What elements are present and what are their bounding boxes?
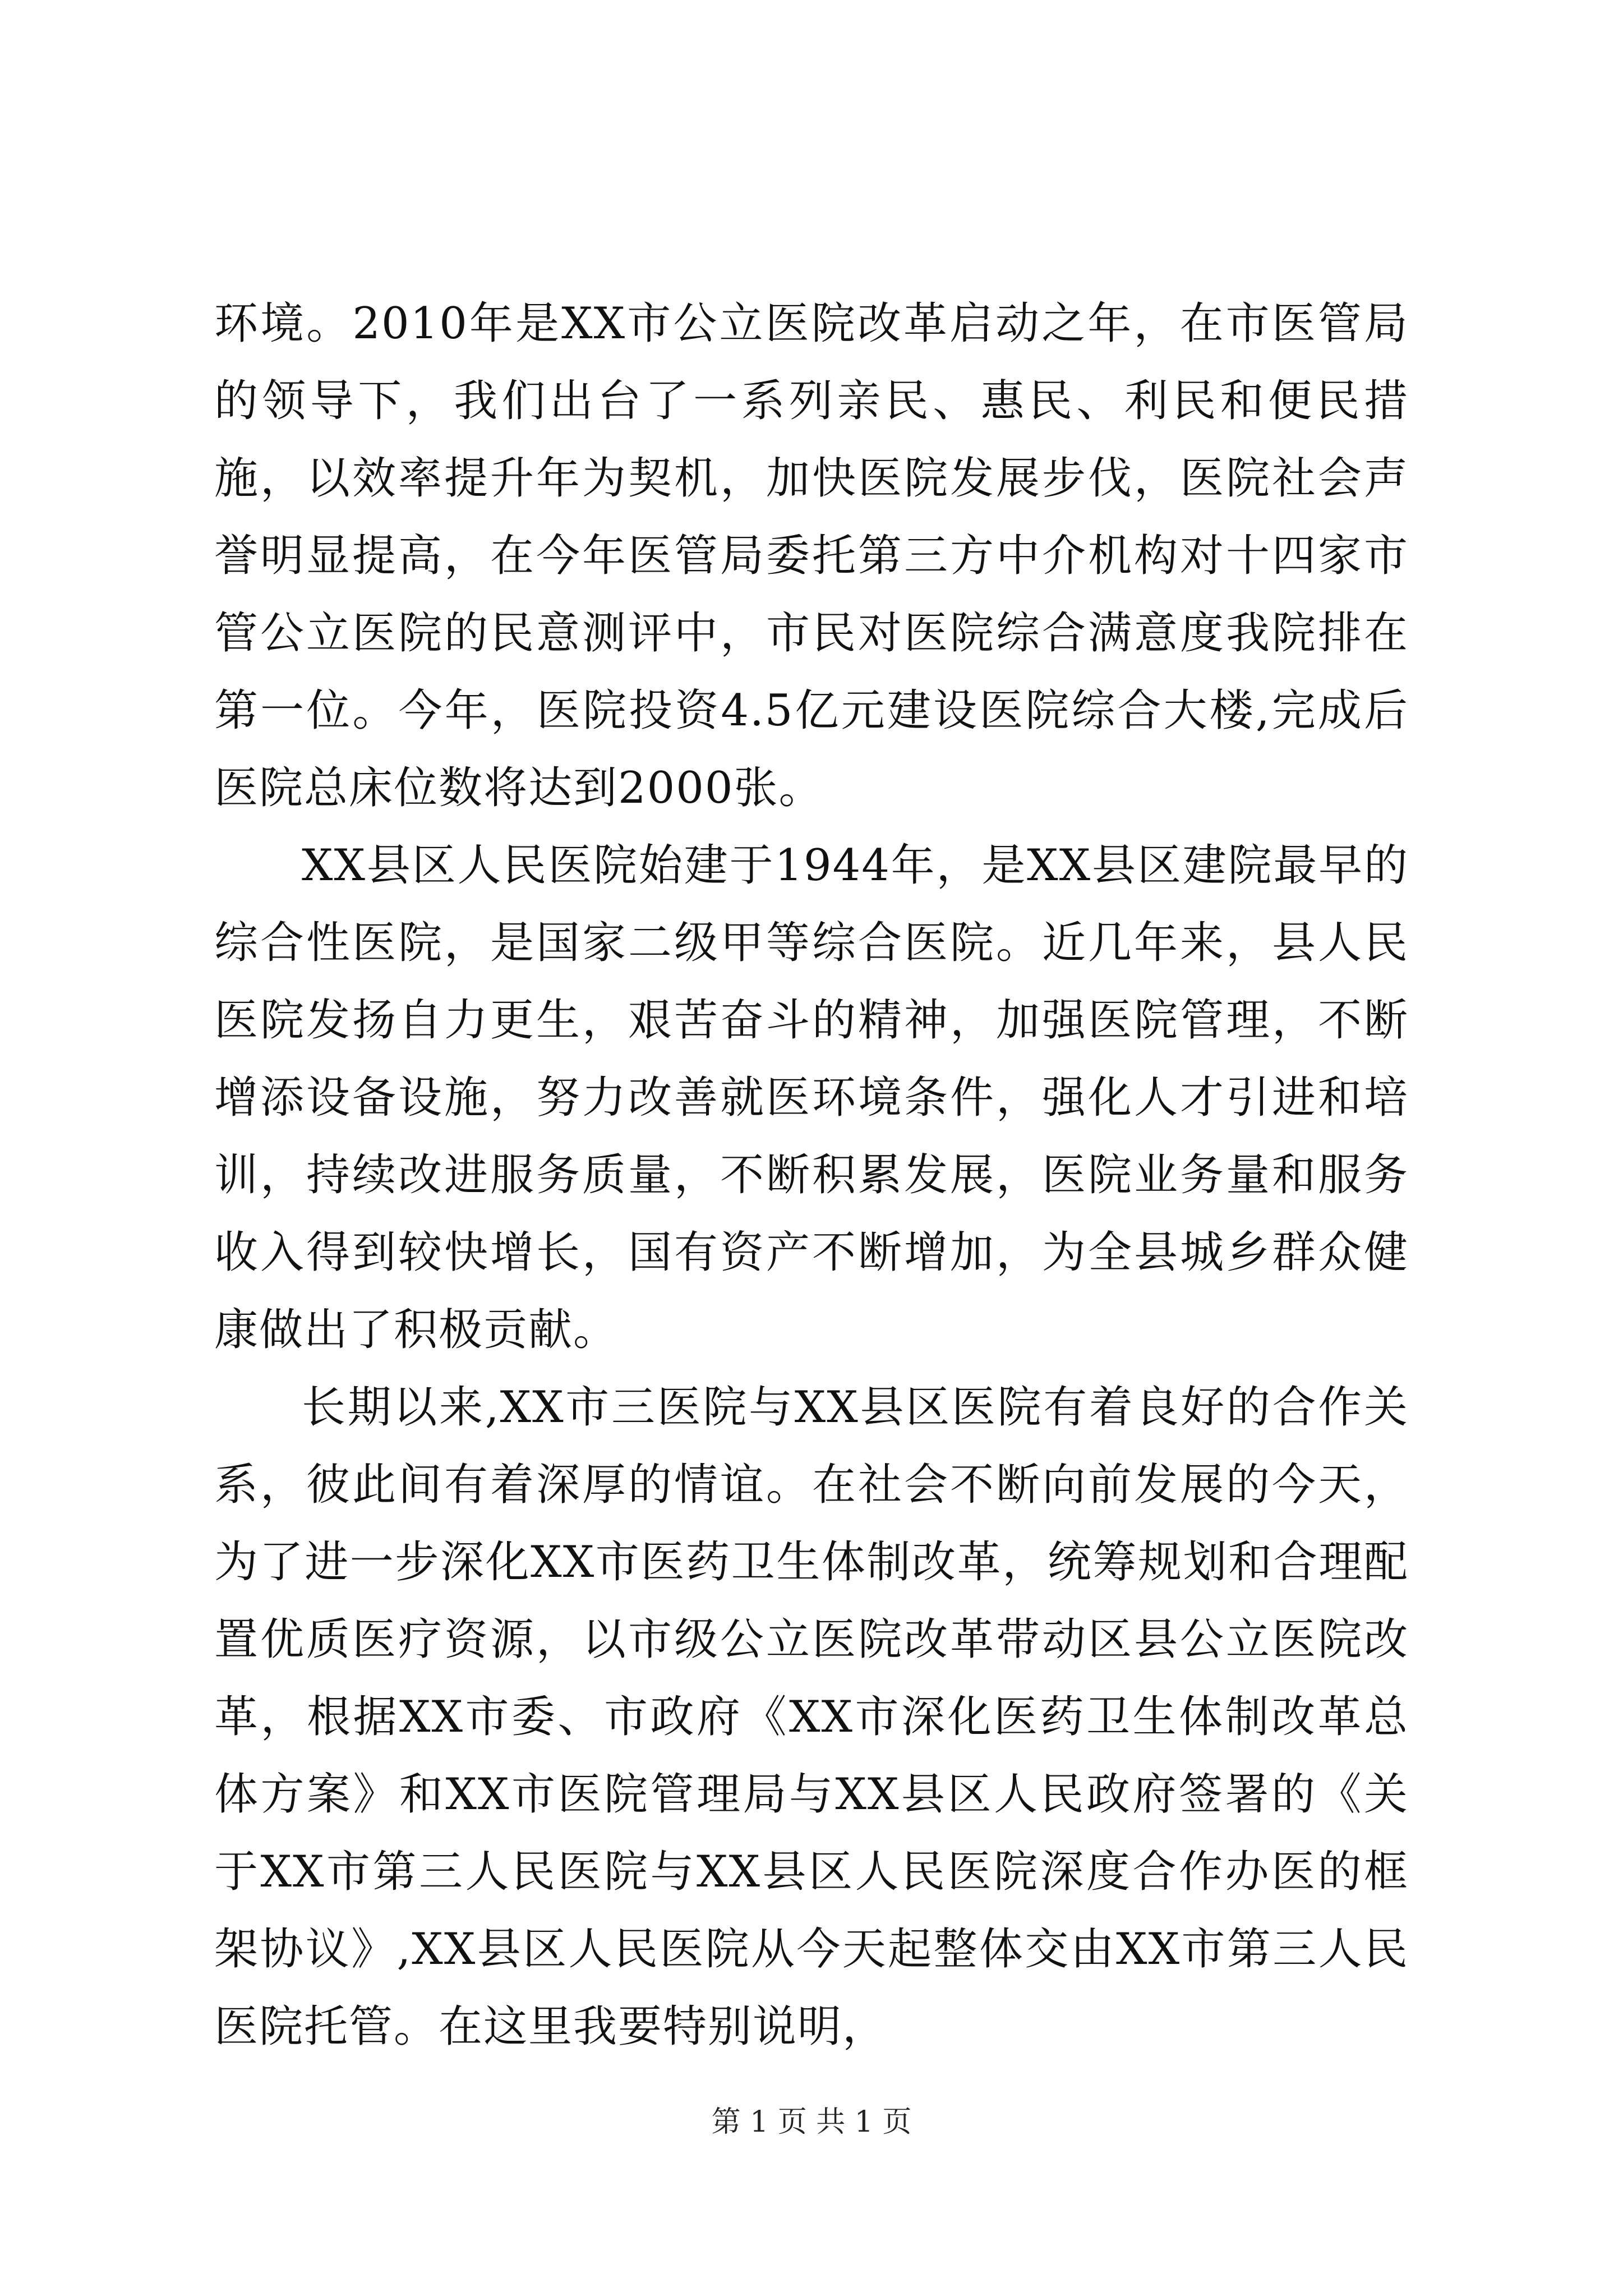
- document-body: [214, 285, 1409, 2065]
- paragraph-continuation: 环境。2010年是XX市公立医院改革启动之年，在市医管局的领导下，我们出台了一系列亲民、惠民、利民和便民措施，以效率提升年为契机，加快医院发展步伐，医院社会声誉明显提高，在今年医管局委托第三方中介机构对十四家市管公立医院的民意测评中，市民对医院综合满意度我院排在第一位。今年，医院投资4.5亿元建设医院综合大楼,完成后医院总床位数将达到2000张。: [214, 298, 1409, 813]
- paragraph-county-hospital: XX县区人民医院始建于1944年，是XX县区建院最早的综合性医院，是国家二级甲等综合医院。近几年来，县人民医院发扬自力更生，艰苦奋斗的精神，加强医院管理，不断增添设备设施，努力改善就医环境条件，强化人才引进和培训，持续改进服务质量，不断积累发展，医院业务量和服务收入得到较快增长，国有资产不断增加，为全县城乡群众健康做出了积极贡献。: [214, 840, 1409, 1355]
- page-footer: 第 1 页 共 1 页: [711, 2105, 912, 2139]
- paragraph-cooperation: 长期以来,XX市三医院与XX县区医院有着良好的合作关系，彼此间有着深厚的情谊。在社会不断向前发展的今天，为了进一步深化XX市医药卫生体制改革，统筹规划和合理配置优质医疗资源，以市级公立医院改革带动区县公立医院改革，根据XX市委、市政府《XX市深化医药卫生体制改革总体方案》和XX市医院管理局与XX县区人民政府签署的《关于XX市第三人民医院与XX县区人民医院深度合作办医的框架协议》,XX县区人民医院从今天起整体交由XX市第三人民医院托管。在这里我要特别说明，: [214, 1382, 1409, 2052]
